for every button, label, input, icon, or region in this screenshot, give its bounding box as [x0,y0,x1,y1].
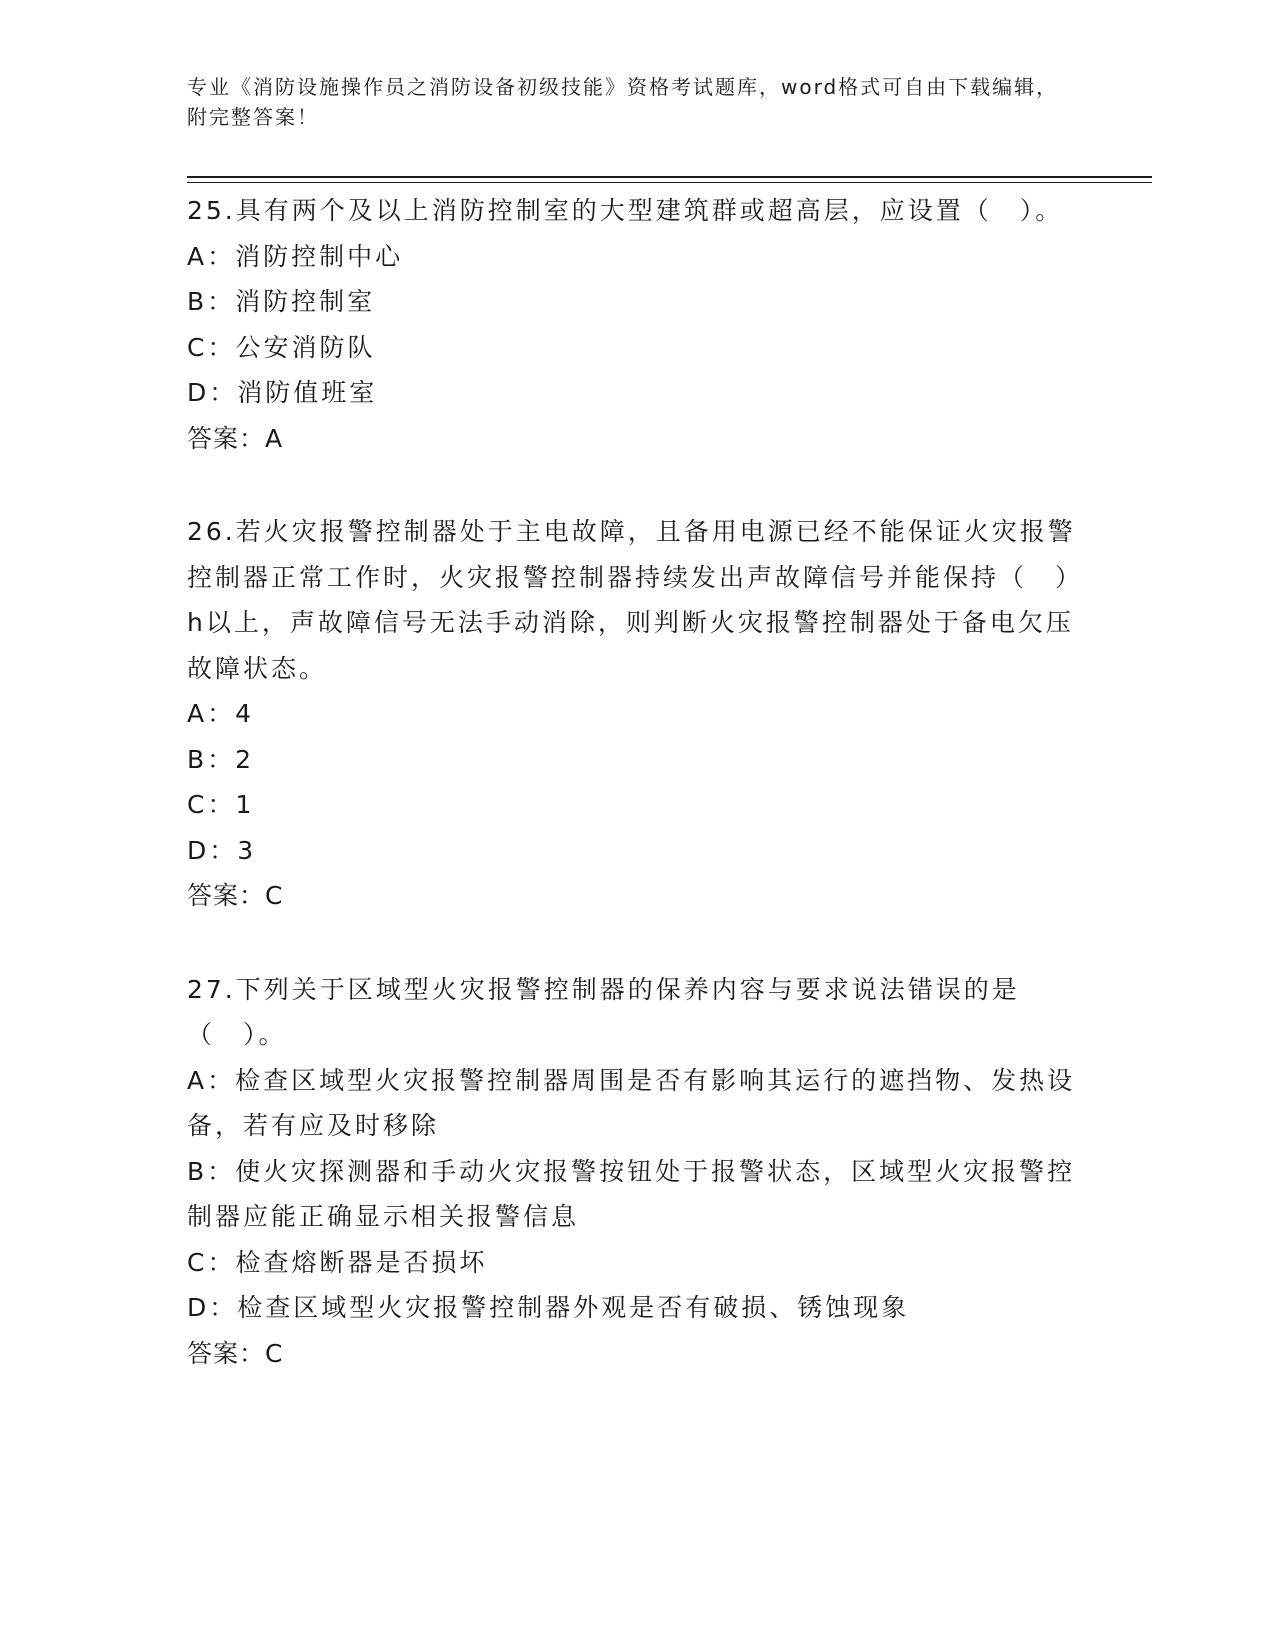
option-c: C：1 [187,790,255,819]
option-d: D：3 [187,835,257,865]
option-d: D：检查区域型火灾报警控制器外观是否有破损、锈蚀现象 [187,1293,910,1322]
option-b: B：消防控制室 [187,287,376,316]
question-26 [187,509,1087,919]
answer: 答案：A [187,423,284,453]
option-c: C：检查熔断器是否损坏 [187,1247,488,1277]
answer: 答案：C [187,881,284,910]
option-a: A：消防控制中心 [187,241,404,271]
option-c: C：公安消防队 [187,332,376,362]
question-text: 27.下列关于区域型火灾报警控制器的保养内容与要求说法错误的是（ ）。 [187,974,1020,1049]
option-b: B：2 [187,744,255,774]
header-divider [187,176,1152,178]
option-d: D：消防值班室 [187,378,378,407]
document-header: 专业《消防设施操作员之消防设备初级技能》资格考试题库，word格式可自由下载编辑，附完整答案！ [187,75,1059,129]
option-a: A：检查区域型火灾报警控制器周围是否有影响其运行的遮挡物、发热设备，若有应及时移除 [187,1065,1076,1140]
question-text: 25.具有两个及以上消防控制室的大型建筑群或超高层，应设置（ ）。 [187,196,1064,225]
question-27 [187,967,1087,1377]
question-25 [187,188,1087,461]
question-list [187,188,1087,1424]
answer: 答案：C [187,1338,284,1368]
option-b: B：使火灾探测器和手动火灾报警按钮处于报警状态，区域型火灾报警控制器应能正确显示相关报警信息 [187,1156,1076,1231]
header-divider-thin [187,182,1152,183]
option-a: A：4 [187,699,255,728]
question-text: 26.若火灾报警控制器处于主电故障，且备用电源已经不能保证火灾报警控制器正常工作时，火灾报警控制器持续发出声故障信号并能保持（ ）h以上，声故障信号无法手动消除，则判断火灾报警控制器处于备电欠压故障状态。 [187,517,1084,683]
